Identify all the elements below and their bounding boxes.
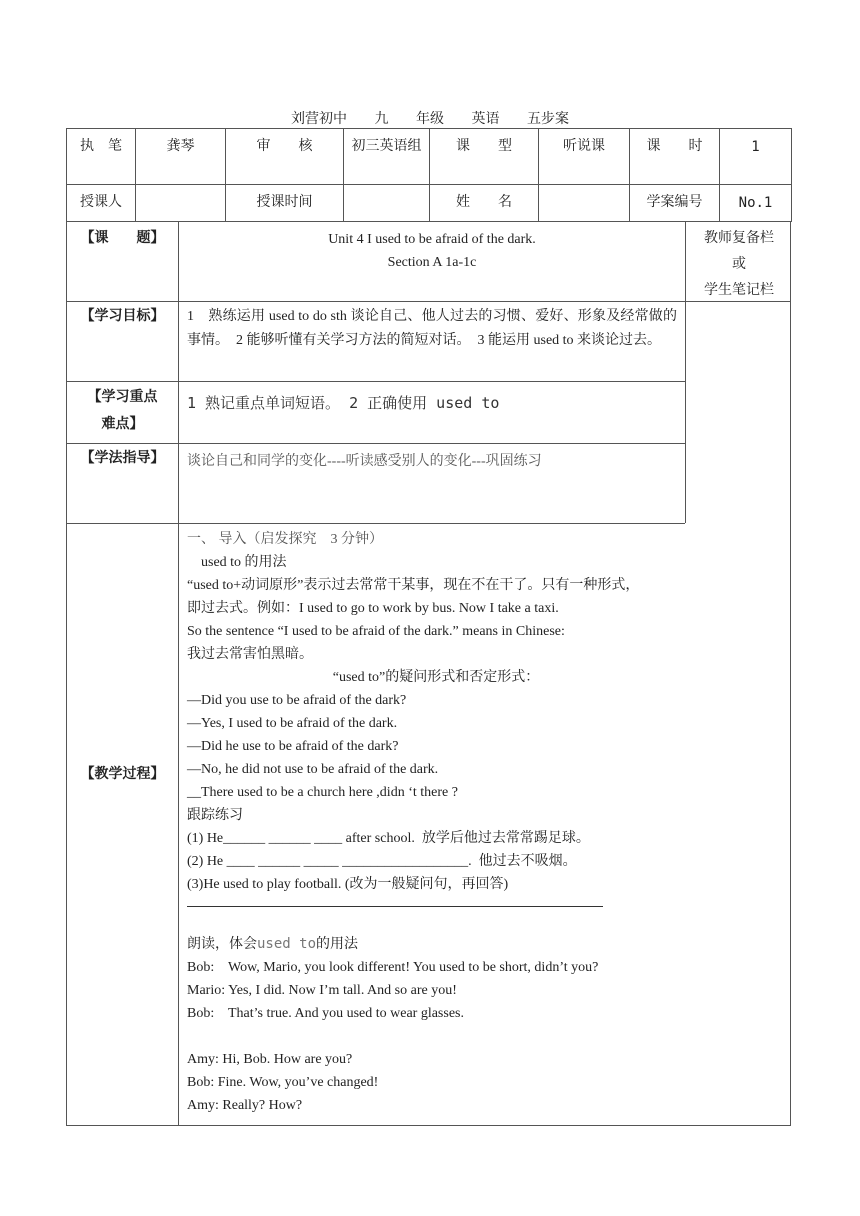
grade-label: 年级 bbox=[416, 112, 444, 127]
reviewer-label: 审 核 bbox=[226, 129, 344, 185]
reading-title-cn2: 的用法 bbox=[316, 937, 359, 952]
dialog-line: Bob: Fine. Wow, you’ve changed! bbox=[187, 1075, 379, 1090]
side-divider bbox=[685, 222, 686, 523]
subject: 英语 bbox=[471, 112, 500, 127]
reading-title-cn: 朗读，体会 bbox=[187, 937, 257, 952]
process-line: 我过去常害怕黑暗。 bbox=[187, 647, 313, 662]
grade-number: 九 bbox=[374, 112, 389, 127]
key-points-text: 1 熟记重点单词短语。 2 正确使用 used to bbox=[187, 394, 500, 412]
teacher-value bbox=[136, 184, 226, 221]
doc-type: 五步案 bbox=[527, 112, 569, 127]
process-line: —Did you use to be afraid of the dark? bbox=[187, 693, 407, 708]
school-name: 刘营初中 bbox=[291, 112, 347, 127]
reviewer-value: 初三英语组 bbox=[344, 129, 430, 185]
author-value: 龚琴 bbox=[136, 129, 226, 185]
plan-number-value: No.1 bbox=[720, 184, 792, 221]
side-note bbox=[687, 226, 791, 304]
process-line: —Did he use to be afraid of the dark? bbox=[187, 739, 399, 754]
process-line: 一、 导入（启发探究 3 分钟） bbox=[187, 532, 383, 547]
dialog-line: Mario: Yes, I did. Now I’m tall. And so are you! bbox=[187, 983, 457, 998]
label-divider bbox=[178, 222, 179, 1125]
process-line: used to 的用法 bbox=[187, 555, 287, 570]
answer-line bbox=[187, 906, 603, 907]
author-label: 执 笔 bbox=[67, 129, 136, 185]
process-line: So the sentence “I used to be afraid of the dark.” means in Chinese: bbox=[187, 624, 565, 639]
key-points-label bbox=[67, 384, 178, 438]
topic-title: Unit 4 I used to be afraid of the dark. bbox=[328, 232, 536, 247]
info-table bbox=[66, 128, 792, 222]
process-line: (1) He______ ______ ____ after school. 放学后他过去常常踢足球。 bbox=[187, 831, 590, 846]
process-line: (3)He used to play football. (改为一般疑问句，再回答) bbox=[187, 877, 509, 892]
spacer bbox=[187, 1025, 685, 1048]
process-content bbox=[187, 528, 685, 1117]
row-divider bbox=[67, 301, 790, 302]
reading-title-mono: used to bbox=[257, 936, 317, 952]
process-line: —Yes, I used to be afraid of the dark. bbox=[187, 716, 398, 731]
lesson-type-value: 听说课 bbox=[539, 129, 630, 185]
class-time-label: 授课时间 bbox=[226, 184, 344, 221]
key-points-label-line1: 【学习重点 bbox=[87, 390, 158, 405]
class-time-value bbox=[344, 184, 430, 221]
side-note-line: 教师复备栏 bbox=[704, 231, 774, 246]
name-value bbox=[539, 184, 630, 221]
process-line: 即过去式。例如：I used to go to work by bus. Now I take a taxi. bbox=[187, 601, 559, 616]
reading-title bbox=[187, 933, 685, 956]
process-line: —No, he did not use to be afraid of the dark. bbox=[187, 762, 439, 777]
method-text: 谈论自己和同学的变化----听读感受别人的变化---巩固练习 bbox=[187, 454, 542, 469]
period-value: 1 bbox=[720, 129, 792, 185]
row-divider bbox=[67, 381, 685, 382]
name-label: 姓 名 bbox=[430, 184, 539, 221]
process-line: __There used to be a church here ,didn ‘t there ? bbox=[187, 785, 458, 800]
topic-content bbox=[187, 228, 677, 274]
objectives-text: 1 熟练运用 used to do sth 谈论自己、他人过去的习惯、爱好、形象及经常做的事情。 2 能够听懂有关学习方法的简短对话。 3 能运用 used to 来谈论过去。 bbox=[187, 309, 677, 348]
plan-number-label: 学案编号 bbox=[630, 184, 720, 221]
period-label: 课 时 bbox=[630, 129, 720, 185]
topic-section: Section A 1a-1c bbox=[387, 255, 477, 270]
side-note-line: 学生笔记栏 bbox=[704, 283, 774, 298]
teacher-label: 授课人 bbox=[67, 184, 136, 221]
key-points-label-line2: 难点】 bbox=[101, 417, 144, 432]
process-label: 【教学过程】 bbox=[80, 767, 165, 782]
dialog-line: Bob: Wow, Mario, you look different! You used to be short, didn’t you? bbox=[187, 960, 599, 975]
process-line: 跟踪练习 bbox=[187, 808, 243, 823]
process-line: “used to+动词原形”表示过去常常干某事，现在不在干了。只有一种形式， bbox=[187, 578, 640, 593]
objectives-label: 【学习目标】 bbox=[80, 309, 165, 324]
process-line: (2) He ____ ______ _____ __________________. 他过去不吸烟。 bbox=[187, 854, 577, 869]
dialog-line: Bob: That’s true. And you used to wear glasses. bbox=[187, 1006, 464, 1021]
method-label: 【学法指导】 bbox=[80, 451, 165, 466]
row-divider bbox=[67, 443, 685, 444]
dialog-line: Amy: Hi, Bob. How are you? bbox=[187, 1052, 353, 1067]
dialog-line: Amy: Really? How? bbox=[187, 1098, 303, 1113]
page-header bbox=[0, 108, 860, 128]
main-table bbox=[66, 221, 791, 1126]
row-divider bbox=[67, 523, 685, 524]
topic-label: 【课 题】 bbox=[80, 231, 165, 246]
lesson-type-label: 课 型 bbox=[430, 129, 539, 185]
process-line: “used to”的疑问形式和否定形式： bbox=[332, 670, 540, 685]
side-note-line: 或 bbox=[732, 257, 746, 272]
